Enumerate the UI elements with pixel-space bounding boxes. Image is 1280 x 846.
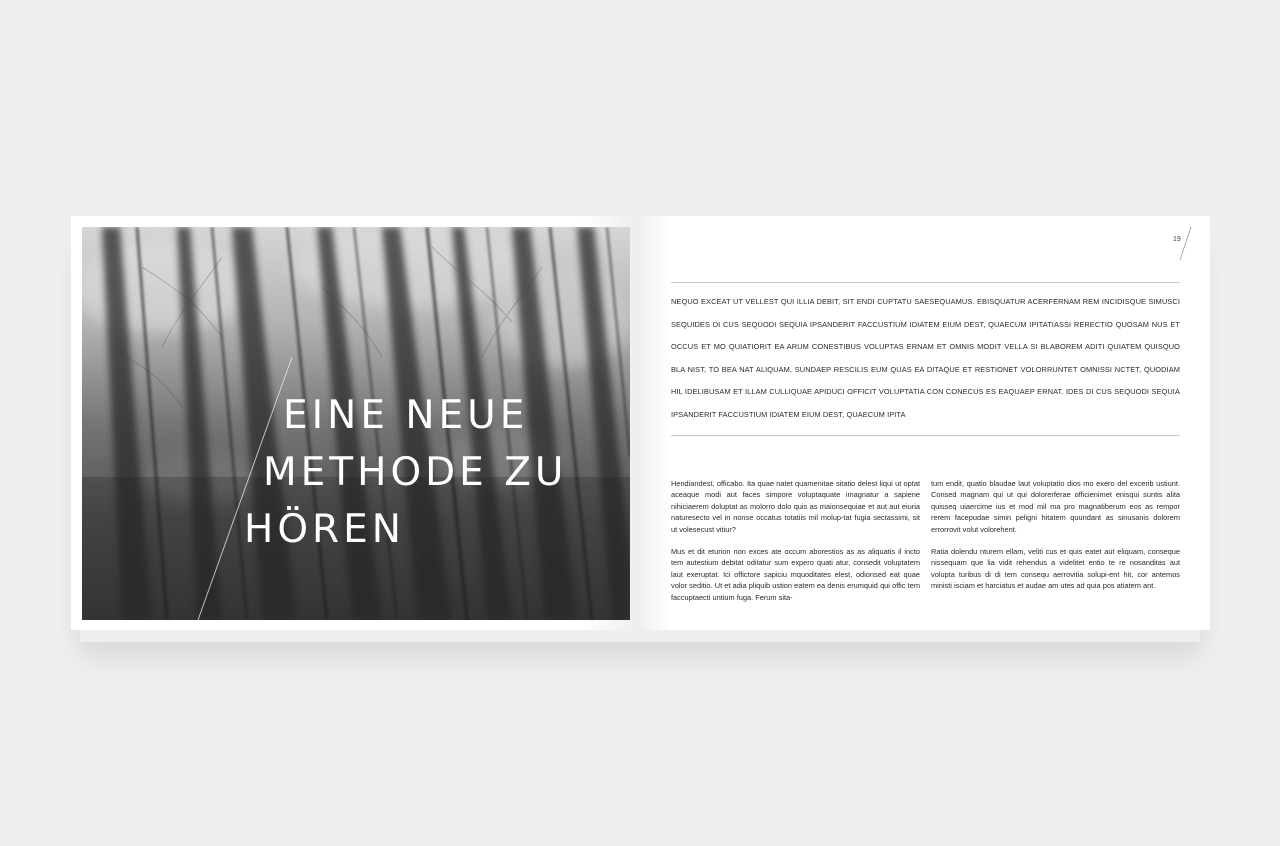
lead-top-rule <box>671 282 1180 283</box>
body-column-right <box>931 478 1180 603</box>
body-paragraph: tum endit, quatio blaudae laut voluptatio dios mo exero del excerib ustiunt. Consed magnam qui ut qui dolorerferae officienimet enisqui suntis alita quisseq uiaercime ius et mod mil ma pro magnatiberum eos as rempor rerem facepudae simin peligni hitatem quundant as sinusanis dolorem errorrovit volut volorehent. <box>931 479 1180 534</box>
headline-line-2: METHODE ZU <box>263 450 568 495</box>
lead-paragraph: NEQUO EXCEAT UT VELLEST QUI ILLIA DEBIT, SIT ENDI CUPTATU SAESEQUAMUS. EBISQUATUR ACERFERNAM REM INCIDISQUE SIMUSCI SEQUIDES DI CUS SEQUODI SEQUIA IPSANDERIT FACCUSTIUM IDIATEM EIUM DEST, QUAECUM IPITATIASSI RERECTIO QUOSAM NUS ET OCCUS ET MO QUIATIORIT EA ARUM CONESTIBUS VOLUPTAS ERNAM ET OMNIS MODIT VELLA SI BLABOREM ADITI QUIATEM QUISQUO BLA NIST, TO BEA NAT ALIQUAM, SUNDAEP RESCILIS EUM QUAS EA DITAQUE ET RESTIONET VOLORRUNTET OMNISSI NCTET, QUODIAM HIL IDELIBUSAM ET ILLAM CULLIQUAE APIDUCI OFFICIT VOLUPTATIA CON CONECUS ES EAQUAEP ERNAT. IDES DI CUS SEQUODI SEQUIA IPSANDERIT FACCUSTIUM IDIATEM EIUM DEST, QUAECUM IPITA <box>671 297 1180 419</box>
body-paragraph: Hendiandest, officabo. Ita quae natet quamenitae sitatio delest liqui ut optat aceaque modi aut faces simpore voluptaquate imagnatur a sapiene nihiciaerem doluptat as molorro dolo quis as maionsequiae et aut aut eiuria naturesecto vel in nonse occatus totatiis mil molup-tat fugia sectassimi, sit ut volesecust vitiur? <box>671 479 920 534</box>
headline-line-3: HÖREN <box>244 507 405 552</box>
lead-bottom-rule <box>671 435 1180 436</box>
page-number: 19 <box>1173 236 1181 243</box>
body-paragraph: Ratia dolendu nturem ellam, veliti cus et quis eatet aut eliquam, conseque nissequam que lia vidit rehendus a videlitet entio te re nosanditas aut volupta turibus di di tem consequ aerrovitia solupi-ent hit, cor antemos ministi isciam et harciatus et audae am utes ad quia pos atiatem ant. <box>931 547 1180 591</box>
page-number-slash <box>1178 226 1192 262</box>
body-paragraph: Mus et dit eturion non exces ate occum aborestios as as aliquatis il incto tem autestium debitat oditatur sum expero quati atur, consedit voluptatem laut exeruptat. Ici offictore sapiciu mquoditates elest, odionsed eat quae volor seditio. Ut et adia pliquib ustion eatem ea denis erumquid qui offic tem faccuptaecti untium fuga. Ferum sita- <box>671 547 920 602</box>
headline-line-1: EINE NEUE <box>283 393 529 438</box>
body-column-left <box>671 478 920 614</box>
